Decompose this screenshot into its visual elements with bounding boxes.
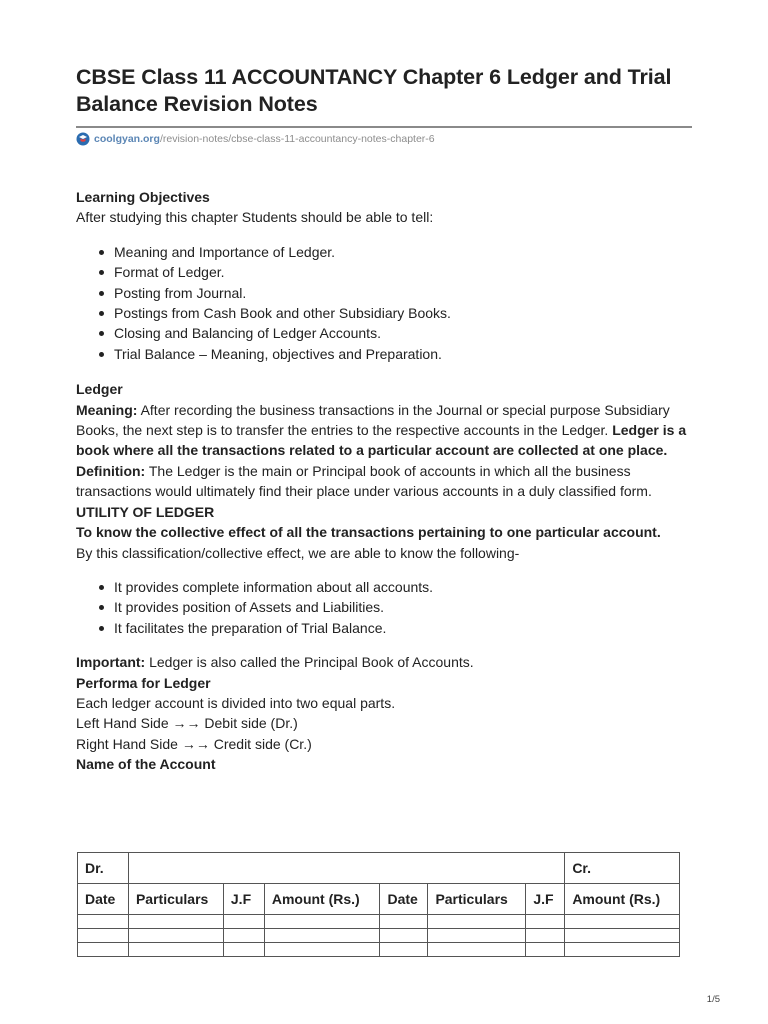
ledger-meaning: Meaning: After recording the business transactions in the Journal or special purpose Subsidiary Books, the next step is to transfer the entries to the respective accounts in the Ledger. Ledger is a book where all the transactions related to a particular account are collected at one place.	[76, 401, 687, 459]
list-item: It provides complete information about all accounts.	[114, 577, 692, 597]
utility-heading: UTILITY OF LEDGER	[76, 503, 215, 520]
col-particulars-cr: Particulars	[428, 884, 526, 915]
col-amount-cr: Amount (Rs.)	[565, 884, 680, 915]
learning-objectives-heading: Learning Objectives	[76, 189, 210, 205]
learning-objectives-list	[76, 242, 692, 364]
learning-objectives-intro: After studying this chapter Students should be able to tell:	[76, 209, 434, 226]
ledger-heading: Ledger	[76, 381, 123, 398]
col-jf-cr: J.F	[526, 884, 565, 915]
source-url[interactable]	[76, 131, 692, 147]
utility-list	[76, 577, 692, 638]
col-date-dr: Date	[78, 884, 129, 915]
performa-line-3: Right Hand Side →→ Credit side (Cr.)	[76, 735, 312, 752]
utility-intro: By this classification/collective effect, we are able to know the following-	[76, 544, 520, 561]
performa-line-2: Left Hand Side →→ Debit side (Dr.)	[76, 715, 298, 732]
document-body	[76, 187, 692, 775]
table-column-headers	[78, 884, 680, 915]
source-path[interactable]: /revision-notes/cbse-class-11-accountancy-notes-chapter-6	[159, 133, 435, 145]
account-name-label: Name of the Account	[76, 756, 216, 773]
blank-cell	[128, 853, 564, 884]
cr-cell: Cr.	[565, 853, 680, 884]
col-date-cr: Date	[380, 884, 428, 915]
dr-cell: Dr.	[78, 853, 129, 884]
performa-heading: Performa for Ledger	[76, 674, 211, 691]
important-note: Important: Ledger is also called the Principal Book of Accounts.	[76, 654, 474, 671]
page-number: 1/5	[706, 994, 720, 1005]
list-item: Posting from Journal.	[114, 283, 692, 303]
col-amount-dr: Amount (Rs.)	[264, 884, 380, 915]
page-title: CBSE Class 11 ACCOUNTANCY Chapter 6 Ledger and Trial Balance Revision Notes	[76, 65, 672, 116]
source-domain[interactable]: coolgyan.org	[94, 133, 160, 145]
col-particulars-dr: Particulars	[128, 884, 223, 915]
table-row	[78, 943, 680, 957]
ledger-definition: Definition: The Ledger is the main or Principal book of accounts in which all the business transactions would ultimately find their place under various accounts in a duly classified form.	[76, 462, 652, 500]
table-header-dr-cr	[78, 853, 680, 884]
list-item: Postings from Cash Book and other Subsidiary Books.	[114, 303, 692, 323]
utility-bold-line: To know the collective effect of all the transactions pertaining to one particular account.	[76, 524, 661, 541]
list-item: Meaning and Importance of Ledger.	[114, 242, 692, 262]
table-row	[78, 929, 680, 943]
list-item: Trial Balance – Meaning, objectives and Preparation.	[114, 344, 692, 364]
performa-line-1: Each ledger account is divided into two equal parts.	[76, 694, 396, 711]
col-jf-dr: J.F	[223, 884, 264, 915]
ledger-format-table	[77, 852, 680, 957]
document-page	[76, 64, 692, 775]
table-row	[78, 915, 680, 929]
title-divider	[76, 126, 692, 128]
list-item: It facilitates the preparation of Trial Balance.	[114, 618, 692, 638]
list-item: Format of Ledger.	[114, 262, 692, 282]
coolgyan-logo-icon	[76, 132, 90, 146]
list-item: Closing and Balancing of Ledger Accounts.	[114, 323, 692, 343]
list-item: It provides position of Assets and Liabilities.	[114, 597, 692, 617]
